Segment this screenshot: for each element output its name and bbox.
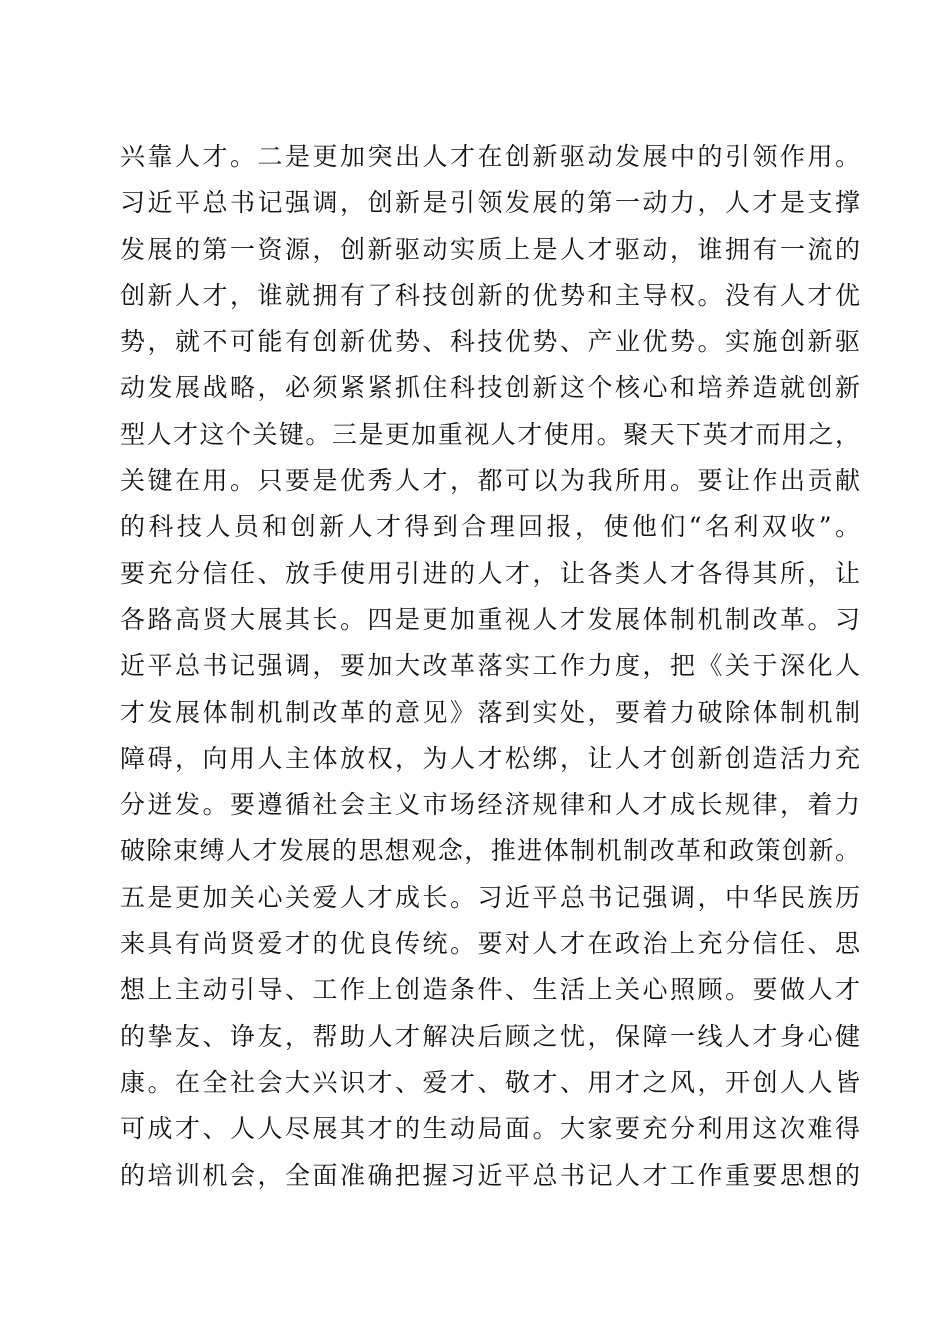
text-line-13: 才发展体制机制改革的意见》落到实处，要着力破除体制机制 bbox=[120, 697, 860, 727]
text-line-1: 兴靠人才。二是更加突出人才在创新驱动发展中的引领作用。 bbox=[120, 142, 860, 171]
text-line-14: 障碍，向用人主体放权，为人才松绑，让人才创新创造活力充 bbox=[120, 743, 860, 773]
text-line-15: 分迸发。要遵循社会主义市场经济规律和人才成长规律，着力 bbox=[120, 790, 860, 820]
text-line-10: 要充分信任、放手使用引进的人才，让各类人才各得其所，让 bbox=[120, 558, 860, 588]
text-line-18: 来具有尚贤爱才的优良传统。要对人才在政治上充分信任、思 bbox=[120, 929, 860, 959]
text-line-4: 创新人才，谁就拥有了科技创新的优势和主导权。没有人才优 bbox=[120, 280, 860, 310]
body-text bbox=[120, 134, 860, 1199]
text-line-16: 破除束缚人才发展的思想观念，推进体制机制改革和政策创新。 bbox=[120, 836, 860, 866]
text-line-6: 动发展战略，必须紧紧抓住科技创新这个核心和培养造就创新 bbox=[120, 373, 860, 403]
text-line-9: 的科技人员和创新人才得到合理回报，使他们“名利双收”。 bbox=[120, 512, 860, 542]
text-line-5: 势，就不可能有创新优势、科技优势、产业优势。实施创新驱 bbox=[120, 327, 860, 357]
text-line-21: 康。在全社会大兴识才、爱才、敬才、用才之风，开创人人皆 bbox=[120, 1067, 860, 1097]
text-line-23: 的培训机会，全面准确把握习近平总书记人才工作重要思想的 bbox=[120, 1160, 860, 1190]
text-line-11: 各路高贤大展其长。四是更加重视人才发展体制机制改革。习 bbox=[120, 604, 860, 634]
text-line-7: 型人才这个关键。三是更加重视人才使用。聚天下英才而用之， bbox=[120, 419, 860, 449]
text-line-22: 可成才、人人尽展其才的生动局面。大家要充分利用这次难得 bbox=[120, 1114, 860, 1144]
text-line-8: 关键在用。只要是优秀人才，都可以为我所用。要让作出贡献 bbox=[120, 466, 860, 496]
text-line-2: 习近平总书记强调，创新是引领发展的第一动力，人才是支撑 bbox=[120, 188, 860, 218]
text-line-12: 近平总书记强调，要加大改革落实工作力度，把《关于深化人 bbox=[120, 651, 860, 681]
text-line-19: 想上主动引导、工作上创造条件、生活上关心照顾。要做人才 bbox=[120, 975, 860, 1005]
text-line-20: 的挚友、诤友，帮助人才解决后顾之忧，保障一线人才身心健 bbox=[120, 1021, 860, 1051]
text-line-3: 发展的第一资源，创新驱动实质上是人才驱动，谁拥有一流的 bbox=[120, 234, 860, 264]
text-line-17: 五是更加关心关爱人才成长。习近平总书记强调，中华民族历 bbox=[120, 882, 860, 912]
